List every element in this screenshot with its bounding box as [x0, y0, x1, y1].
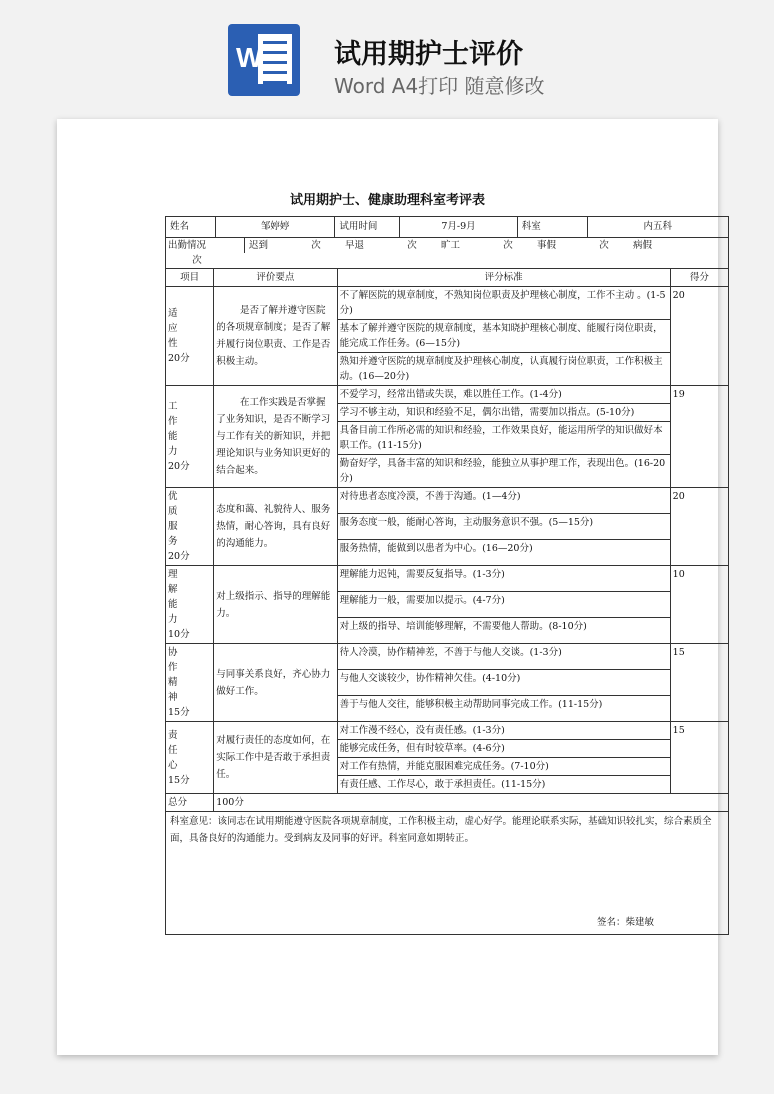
scoring-standard: 理解能力迟钝，需要反复指导。(1-3分)	[337, 566, 670, 592]
header-name: 邹婷婷	[216, 217, 336, 237]
category-char: 适	[168, 308, 178, 319]
category-cell	[166, 488, 214, 566]
score-cell: 15	[670, 644, 728, 722]
col-header-item: 项目	[166, 269, 214, 287]
scoring-standard: 理解能力一般，需要加以提示。(4-7分)	[337, 592, 670, 618]
scoring-standard: 有责任感、工作尽心，敢于承担责任。(11-15分)	[337, 776, 670, 794]
category-char: 作	[168, 416, 178, 427]
category-char: 心	[168, 759, 178, 771]
scoring-standard: 对工作漫不经心，没有责任感。(1-3分)	[337, 722, 670, 740]
evaluation-requirement: 态度和蔼、礼貌待人、服务热情，耐心答询，具有良好的沟通能力。	[214, 488, 337, 566]
category-points: 20分	[168, 353, 190, 364]
category-char: 质	[168, 506, 178, 517]
category-char: 性	[168, 338, 178, 349]
scoring-standard: 服务热情，能做到以患者为中心。(16—20分)	[337, 540, 670, 566]
scoring-standard: 对工作有热情，并能克服困难完成任务。(7-10分)	[337, 758, 670, 776]
banner-subtitle: Word A4打印 随意修改	[334, 74, 545, 98]
signature: 签名：柴建敏	[596, 917, 654, 928]
score-cell: 15	[670, 722, 728, 794]
attendance-type: 事假	[537, 240, 557, 251]
category-points: 10分	[168, 629, 190, 640]
scoring-standard: 具备目前工作所必需的知识和经验，工作效果良好，能运用所学的知识做好本职工作。(11-15分)	[337, 422, 670, 455]
category-char: 责	[168, 729, 178, 741]
scoring-standard: 能够完成任务，但有时较草率。(4-6分)	[337, 740, 670, 758]
scoring-standard: 对上级的指导、培训能够理解，不需要他人帮助。(8-10分)	[337, 618, 670, 644]
attendance-count-unit: 次	[192, 255, 202, 266]
attendance-count-unit: 次	[407, 240, 417, 251]
scoring-standard: 勤奋好学，具备丰富的知识和经验，能独立从事护理工作，表现出色。(16-20分)	[337, 455, 670, 488]
word-doc-icon	[228, 24, 300, 96]
header-dept: 内五科	[643, 221, 673, 232]
attendance-type: 病假	[633, 240, 653, 251]
evaluation-requirement: 对上级指示、指导的理解能力。	[214, 566, 337, 644]
evaluation-requirement: 对履行责任的态度如何，在实际工作中是否敢于承担责任。	[214, 722, 337, 794]
evaluation-requirement: 在工作实践是否掌握了业务知识，是否不断学习与工作有关的新知识，并把理论知识与业务知识更好的结合起来。	[214, 386, 337, 488]
category-cell	[166, 644, 214, 722]
total-label: 总分	[166, 794, 214, 812]
scoring-standard: 与他人交谈较少，协作精神欠佳。(4-10分)	[337, 670, 670, 696]
category-char: 应	[168, 323, 178, 334]
scoring-standard: 服务态度一般，能耐心答询，主动服务意识不强。(5—15分)	[337, 514, 670, 540]
evaluation-requirement: 是否了解并遵守医院的各项规章制度；是否了解并履行岗位职责、工作是否积极主动。	[214, 287, 337, 386]
category-points: 20分	[168, 551, 190, 562]
category-char: 作	[168, 662, 178, 673]
total-value: 100分	[214, 794, 729, 812]
opinion-text: 科室意见：该同志在试用期能遵守医院各项规章制度，工作积极主动，虚心好学。能理论联系实际，基础知识较扎实，综合素质全面，具备良好的沟通能力。受到病友及同事的好评。科室同意如期转正。	[170, 816, 712, 844]
col-header-score: 得分	[670, 269, 728, 287]
document-page	[57, 119, 718, 1055]
score-cell: 20	[670, 488, 728, 566]
scoring-standard: 学习不够主动，知识和经验不足，偶尔出错，需要加以指点。(5-10分)	[337, 404, 670, 422]
evaluation-table	[165, 216, 729, 935]
banner-title: 试用期护士评价	[334, 39, 523, 70]
category-char: 务	[168, 536, 178, 547]
category-char: 协	[168, 647, 178, 658]
category-points: 20分	[168, 461, 190, 472]
scoring-standard: 待人冷漠，协作精神差，不善于与他人交谈。(1-3分)	[337, 644, 670, 670]
category-cell	[166, 566, 214, 644]
evaluation-requirement: 与同事关系良好，齐心协力做好工作。	[214, 644, 337, 722]
category-char: 解	[168, 584, 178, 595]
attendance-count-unit: 次	[503, 240, 513, 251]
attendance-type: 迟到	[249, 240, 269, 251]
scoring-standard: 不了解医院的规章制度，不熟知岗位职责及护理核心制度，工作不主动 。(1-5分)	[337, 287, 670, 320]
scoring-standard: 不爱学习，经常出错或失误，难以胜任工作。(1-4分)	[337, 386, 670, 404]
attendance-type: 早退	[345, 240, 365, 251]
attendance-count-unit: 次	[311, 240, 321, 251]
category-char: 精	[168, 677, 178, 688]
score-cell: 19	[670, 386, 728, 488]
document-title: 试用期护士、健康助理科室考评表	[289, 193, 485, 208]
attendance-count-unit: 次	[599, 240, 609, 251]
scoring-standard: 对待患者态度冷漠，不善于沟通。(1—4分)	[337, 488, 670, 514]
category-char: 力	[168, 614, 178, 625]
category-char: 工	[168, 401, 178, 412]
header-name-label: 姓名	[166, 217, 216, 237]
header-period-label: 试用时间	[335, 217, 400, 237]
category-cell	[166, 722, 214, 794]
category-char: 神	[168, 692, 178, 703]
col-header-req: 评价要点	[214, 269, 337, 287]
category-char: 任	[168, 744, 178, 756]
category-points: 15分	[168, 707, 190, 718]
category-cell	[166, 287, 214, 386]
attendance-row	[166, 238, 729, 269]
scoring-standard: 基本了解并遵守医院的规章制度，基本知晓护理核心制度、能履行岗位职责，能完成工作任务。(6—15分)	[337, 320, 670, 353]
attendance-type: 旷工	[441, 240, 461, 251]
scoring-standard: 善于与他人交往，能够积极主动帮助同事完成工作。(11-15分)	[337, 696, 670, 722]
header-period: 7月-9月	[400, 217, 518, 237]
department-opinion	[166, 812, 729, 935]
word-icon-letter: W	[236, 42, 263, 73]
category-char: 服	[168, 521, 178, 532]
score-cell: 10	[670, 566, 728, 644]
scoring-standard: 熟知并遵守医院的规章制度及护理核心制度，认真履行岗位职责，工作积极主动。(16—20分)	[337, 353, 670, 386]
category-points: 15分	[168, 774, 190, 786]
category-char: 优	[168, 491, 178, 502]
banner	[0, 0, 774, 110]
col-header-std: 评分标准	[337, 269, 670, 287]
category-char: 力	[168, 446, 178, 457]
category-char: 能	[168, 599, 178, 610]
attendance-label: 出勤情况	[168, 238, 245, 253]
header-dept-label: 科室	[518, 217, 588, 237]
category-char: 能	[168, 431, 178, 442]
header-row	[166, 217, 729, 238]
category-char: 理	[168, 569, 178, 580]
category-cell	[166, 386, 214, 488]
score-cell: 20	[670, 287, 728, 386]
